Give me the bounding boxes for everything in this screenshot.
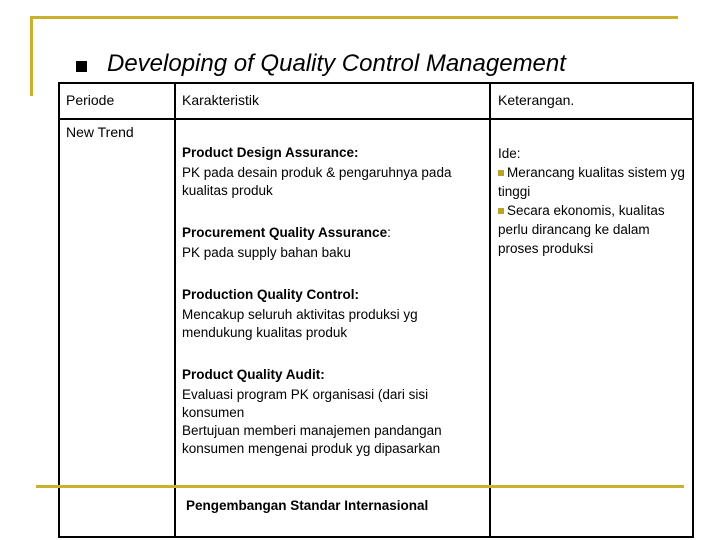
section-title	[182, 224, 482, 242]
ide-item-2	[498, 201, 692, 258]
slide-title: Developing of Quality Control Management	[107, 50, 566, 77]
bullet-square-icon	[498, 170, 504, 176]
section-title: Product Design Assurance:	[182, 145, 359, 160]
gold-frame-top	[30, 16, 678, 19]
title-row	[76, 44, 566, 84]
section-body: PK pada supply bahan baku	[182, 245, 351, 260]
section-title: Production Quality Control:	[182, 287, 359, 302]
header-karakteristik: Karakteristik	[182, 92, 260, 108]
section-body: PK pada desain produk & pengaruhnya pada kualitas produk	[182, 165, 452, 198]
section-title-text: Procurement Quality Assurance	[182, 225, 388, 240]
keterangan-cell	[498, 144, 692, 258]
section-production-control	[182, 286, 482, 342]
gold-frame-left	[30, 16, 33, 96]
section-body: Mencakup seluruh aktivitas produksi yg mendukung kualitas produk	[182, 307, 418, 340]
section-product-audit	[182, 366, 482, 458]
qc-table	[58, 82, 694, 538]
ide-item-1-text: Merancang kualitas sistem yg tinggi	[498, 165, 685, 199]
pengembangan-standar: Pengembangan Standar Internasional	[186, 498, 429, 513]
column-divider	[489, 84, 491, 536]
bullet-square-icon	[76, 61, 87, 72]
gold-frame-bottom	[36, 485, 684, 488]
header-periode: Periode	[66, 92, 115, 108]
header-divider	[60, 118, 692, 120]
ide-label: Ide:	[498, 146, 521, 161]
bullet-square-icon	[498, 208, 504, 214]
header-keterangan: Keterangan.	[498, 92, 575, 108]
ide-item-2-text: Secara ekonomis, kualitas perlu dirancang ke dalam proses produksi	[498, 203, 665, 256]
section-title: Product Quality Audit:	[182, 367, 325, 382]
karakteristik-cell	[182, 144, 482, 458]
ide-item-1	[498, 163, 692, 201]
section-body: Evaluasi program PK organisasi (dari sisi konsumen	[182, 387, 429, 420]
section-body-2: Bertujuan memberi manajemen pandangan konsumen mengenai produk yg dipasarkan	[182, 423, 442, 456]
column-divider	[174, 84, 176, 536]
periode-new-trend: New Trend	[66, 124, 134, 140]
section-title-colon: :	[387, 225, 391, 240]
section-procurement-assurance	[182, 224, 482, 262]
section-design-assurance	[182, 144, 482, 200]
